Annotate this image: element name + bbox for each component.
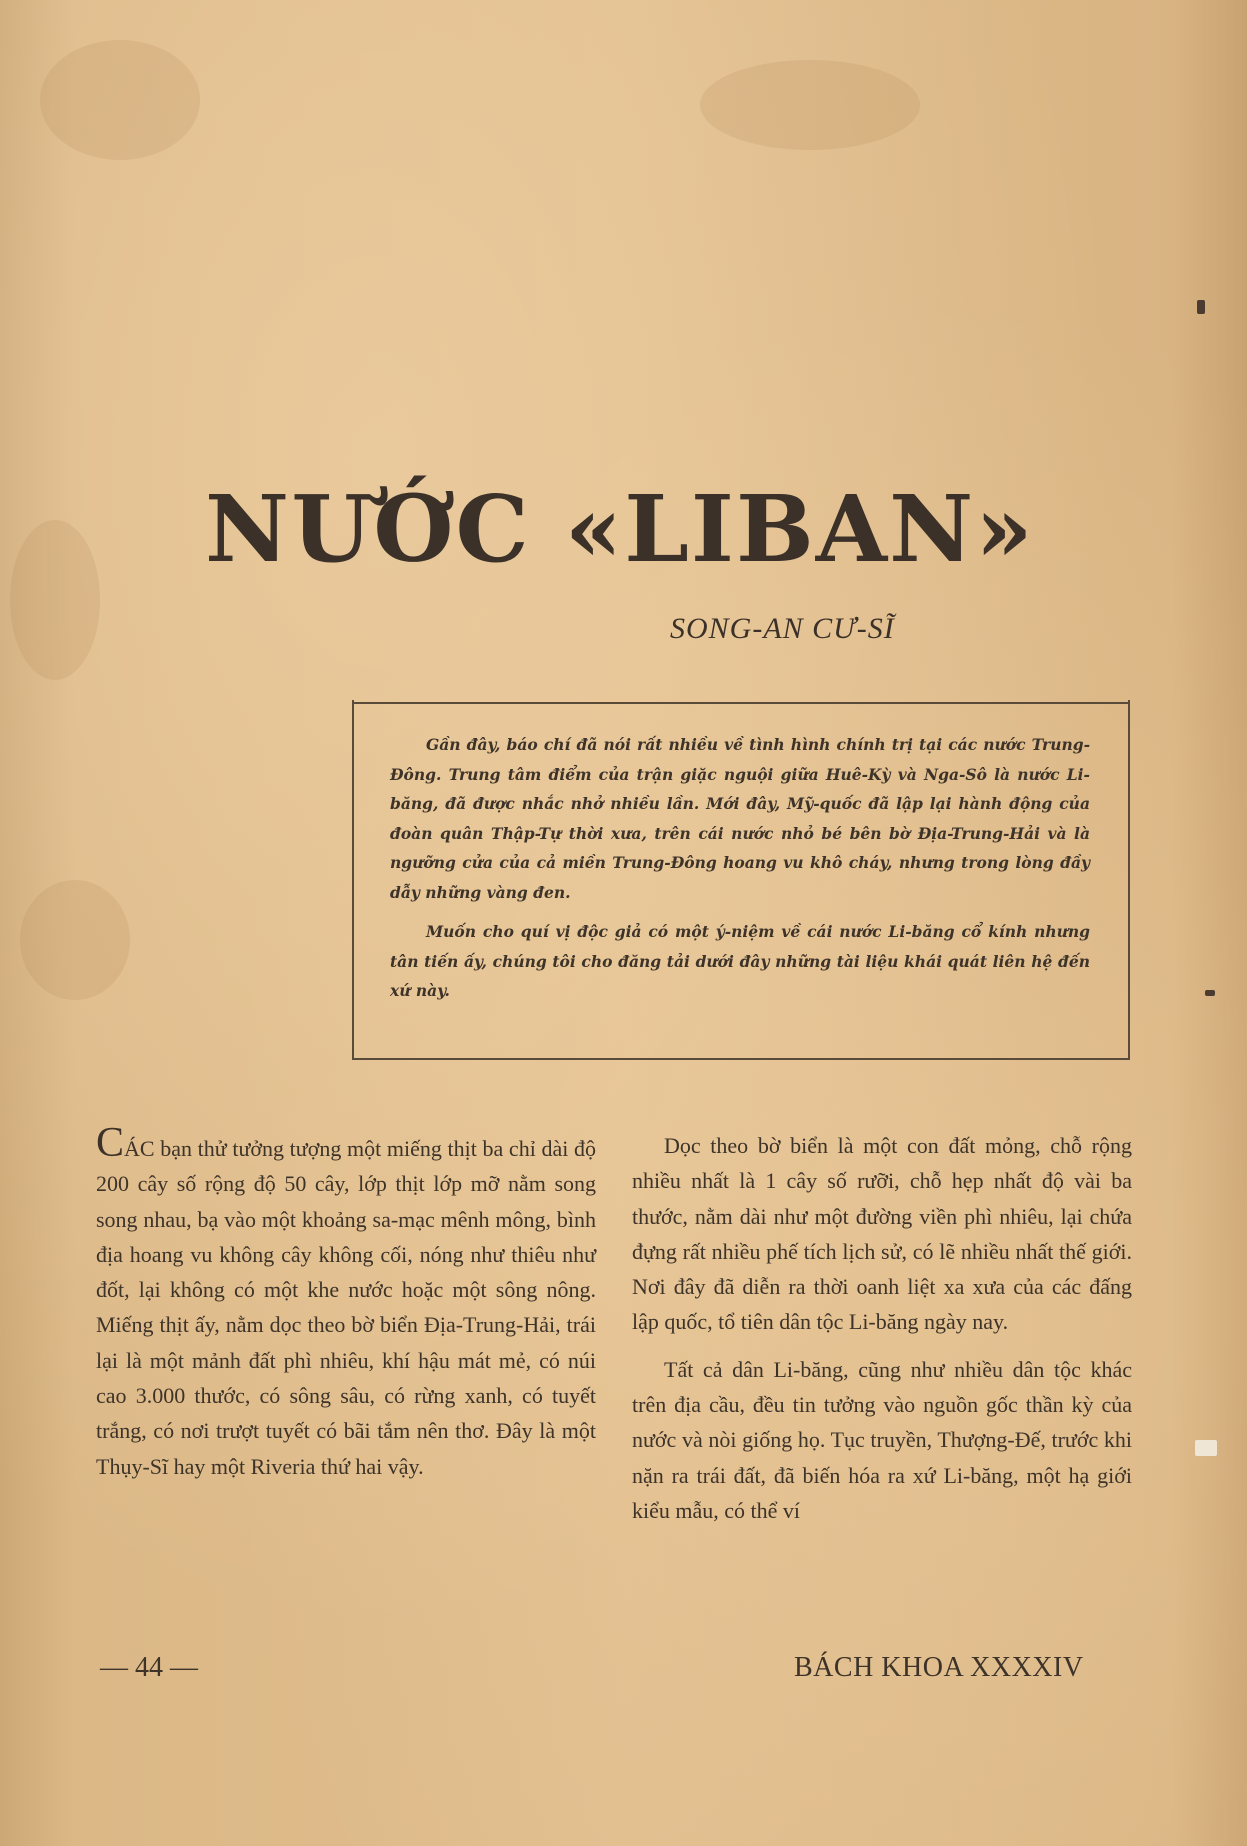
- first-word-rest: ÁC: [124, 1136, 155, 1161]
- body-column-right: [632, 1128, 1132, 1540]
- intro-text: [390, 730, 1090, 1016]
- body-column-left: [96, 1120, 596, 1496]
- edge-mark: [1205, 990, 1215, 996]
- body-paragraph: [96, 1120, 596, 1484]
- drop-cap: C: [96, 1120, 125, 1166]
- body-paragraph: Dọc theo bờ biển là một con đất mỏng, chỗ rộng nhiều nhất là 1 cây số rưỡi, chỗ hẹp nhất độ vài ba thước, nằm dài như một đường viền phì nhiêu, lại chứa đựng rất nhiều phế tích lịch sử, có lẽ nhiều nhất thế giới. Nơi đây đã diễn ra thời oanh liệt xa xưa của các đấng lập quốc, tổ tiên dân tộc Li-băng ngày nay.: [632, 1133, 1132, 1335]
- paper-stain: [20, 880, 130, 1000]
- paper-stain: [10, 520, 100, 680]
- intro-paragraph: Muốn cho quí vị độc giả có một ý-niệm về cái nước Li-băng cổ kính nhưng tân tiến ấy, chúng tôi cho đăng tải dưới đây những tài liệu khái quát liên hệ đến xứ này.: [390, 922, 1090, 1000]
- edge-mark: [1197, 300, 1205, 314]
- edge-mark: [1195, 1440, 1217, 1456]
- intro-paragraph: Gần đây, báo chí đã nói rất nhiều về tình hình chính trị tại các nước Trung-Đông. Trung tâm điểm của trận giặc nguội giữa Huê-Kỳ và Nga-Sô là nước Li-băng, đã được nhắc nhở nhiều lần. Mới đây, Mỹ-quốc đã lập lại hành động của đoàn quân Thập-Tự thời xưa, trên cái nước nhỏ bé bên bờ Địa-Trung-Hải và là ngưỡng cửa của cả miền Trung-Đông hoang vu khô cháy, nhưng trong lòng đầy dẫy những vàng đen.: [390, 735, 1090, 902]
- paper-stain: [700, 60, 920, 150]
- article-author: SONG-AN CƯ-SĨ: [670, 612, 895, 645]
- intro-box: [352, 700, 1130, 1060]
- body-paragraph: Tất cả dân Li-băng, cũng như nhiều dân tộc khác trên địa cầu, đều tin tưởng vào nguồn gốc thần kỳ của nước và nòi giống họ. Tục truyền, Thượng-Đế, trước khi nặn ra trái đất, đã biến hóa ra xứ Li-băng, một hạ giới kiểu mẫu, có thể ví: [632, 1356, 1132, 1523]
- publication-name: BÁCH KHOA XXXXIV: [794, 1652, 1084, 1683]
- page-number: — 44 —: [100, 1652, 198, 1683]
- paper-stain: [40, 40, 200, 160]
- paragraph-text: bạn thử tưởng tượng một miếng thịt ba chỉ dài độ 200 cây số rộng độ 50 cây, lớp thịt lớp mỡ nằm song song nhau, bạ vào một khoảng sa-mạc mênh mông, bình địa hoang vu không cây không cối, nóng như thiêu như đốt, lại không có một khe nước hoặc một sông nông. Miếng thịt ấy, nằm dọc theo bờ biển Địa-Trung-Hải, trái lại là một mảnh đất phì nhiêu, khí hậu mát mẻ, có núi cao 3.000 thước, có sông sâu, có rừng xanh, có tuyết trắng, có nơi trượt tuyết có bãi tắm nên thơ. Đây là một Thụy-Sĩ hay một Riveria thứ hai vậy.: [96, 1136, 596, 1479]
- article-title: NƯỚC «LIBAN»: [205, 475, 1035, 583]
